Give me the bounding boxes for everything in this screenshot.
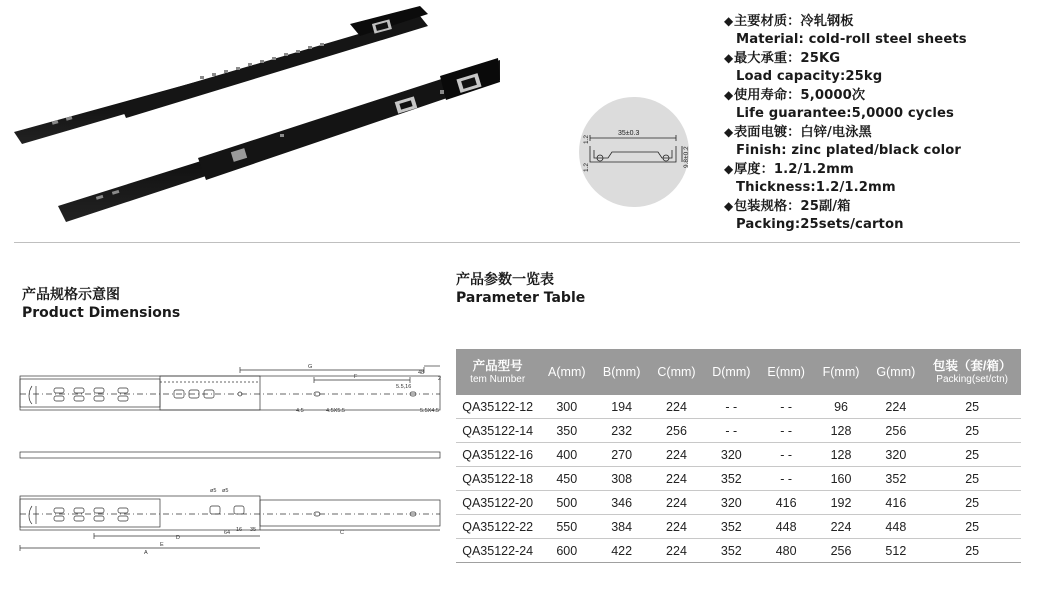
cell-b: 346 xyxy=(594,491,649,515)
cell-c: 224 xyxy=(649,539,704,563)
label-dia-5: ø5 xyxy=(210,488,217,494)
cell-model: QA35122-24 xyxy=(456,539,539,563)
cell-packing: 25 xyxy=(923,443,1021,467)
cell-g: 352 xyxy=(868,467,923,491)
profile-left-label-top: 1.2 xyxy=(583,134,590,144)
cell-c: 224 xyxy=(649,515,704,539)
spec-label-en: Packing:25sets/carton xyxy=(736,217,904,232)
spec-label-cn: 主要材质：冷轧钢板 xyxy=(734,14,854,29)
cell-a: 500 xyxy=(539,491,594,515)
cell-model: QA35122-18 xyxy=(456,467,539,491)
cell-b: 270 xyxy=(594,443,649,467)
cell-model: QA35122-16 xyxy=(456,443,539,467)
profile-height-label: 9.8±0.2 xyxy=(683,146,690,168)
cell-b: 422 xyxy=(594,539,649,563)
label-35: 35 xyxy=(250,527,257,533)
cell-packing: 25 xyxy=(923,395,1021,419)
label-2: 2 xyxy=(438,376,442,382)
label-dia-5b: ø5 xyxy=(222,488,229,494)
drawing-extended-labels xyxy=(144,488,344,556)
col-header-sub: tem Number xyxy=(470,373,526,385)
spec-label-en: Load capacity:25kg xyxy=(736,69,883,84)
drawing-closed-labels xyxy=(296,364,441,414)
cell-a: 550 xyxy=(539,515,594,539)
cell-e: - - xyxy=(759,419,814,443)
cell-g: 320 xyxy=(868,443,923,467)
cell-d: - - xyxy=(704,395,759,419)
table-row xyxy=(456,395,1021,419)
drawing-extended xyxy=(20,496,440,551)
col-header-d: D(mm) xyxy=(704,349,759,395)
cell-packing: 25 xyxy=(923,491,1021,515)
cell-e: - - xyxy=(759,467,814,491)
label-16: 16 xyxy=(236,527,243,533)
cell-d: 320 xyxy=(704,491,759,515)
cell-packing: 25 xyxy=(923,467,1021,491)
cell-a: 350 xyxy=(539,419,594,443)
table-title-cn: 产品参数一览表 xyxy=(456,272,554,288)
label-64: 64 xyxy=(224,530,231,536)
cell-b: 194 xyxy=(594,395,649,419)
col-header-e: E(mm) xyxy=(759,349,814,395)
spec-label-en: Thickness:1.2/1.2mm xyxy=(736,180,896,195)
col-header-c: C(mm) xyxy=(649,349,704,395)
cell-a: 450 xyxy=(539,467,594,491)
table-header-row xyxy=(456,349,1021,395)
cell-g: 512 xyxy=(868,539,923,563)
cell-c: 224 xyxy=(649,467,704,491)
label-e: E xyxy=(160,542,164,548)
cell-f: 256 xyxy=(814,539,869,563)
dimensions-title-cn: 产品规格示意图 xyxy=(22,287,120,303)
col-header-g: G(mm) xyxy=(868,349,923,395)
label-4-5x5-5: 4.5X5.5 xyxy=(326,408,345,414)
label-5-5x4-5: 5.5X4.5 xyxy=(420,408,439,414)
table-row xyxy=(456,491,1021,515)
cell-model: QA35122-20 xyxy=(456,491,539,515)
cell-b: 384 xyxy=(594,515,649,539)
parameter-table xyxy=(456,349,1021,563)
bullet-icon: ◆ xyxy=(724,14,734,28)
cell-g: 448 xyxy=(868,515,923,539)
cell-f: 192 xyxy=(814,491,869,515)
bullet-icon: ◆ xyxy=(724,162,734,176)
dimensions-heading xyxy=(22,286,180,322)
spec-label-en: Finish: zinc plated/black color xyxy=(736,143,961,158)
cell-d: 352 xyxy=(704,539,759,563)
section-divider xyxy=(14,242,1020,243)
table-heading xyxy=(456,271,585,307)
spec-life xyxy=(724,86,1034,123)
table-row xyxy=(456,419,1021,443)
label-4-5: 4.5 xyxy=(296,408,304,414)
rail-profile-diagram xyxy=(578,88,690,216)
label-c: C xyxy=(340,530,344,536)
cell-d: - - xyxy=(704,419,759,443)
label-d: D xyxy=(176,535,180,541)
spec-packing xyxy=(724,197,1034,234)
cell-d: 320 xyxy=(704,443,759,467)
cell-b: 232 xyxy=(594,419,649,443)
col-header-packing xyxy=(923,349,1021,395)
cell-packing: 25 xyxy=(923,539,1021,563)
spec-label-en: Life guarantee:5,0000 cycles xyxy=(736,106,955,121)
cell-packing: 25 xyxy=(923,419,1021,443)
table-row xyxy=(456,539,1021,563)
spec-label-cn: 厚度：1.2/1.2mm xyxy=(734,162,854,177)
table-row xyxy=(456,515,1021,539)
cell-c: 224 xyxy=(649,443,704,467)
cell-g: 416 xyxy=(868,491,923,515)
col-header-a: A(mm) xyxy=(539,349,594,395)
spec-list xyxy=(724,12,1034,234)
bullet-icon: ◆ xyxy=(724,125,734,139)
col-header-b: B(mm) xyxy=(594,349,649,395)
table-title-en: Parameter Table xyxy=(456,290,586,306)
cell-model: QA35122-12 xyxy=(456,395,539,419)
dimensions-title-en: Product Dimensions xyxy=(22,305,181,321)
spec-material xyxy=(724,12,1034,49)
cell-model: QA35122-14 xyxy=(456,419,539,443)
spec-thickness xyxy=(724,160,1034,197)
cell-a: 400 xyxy=(539,443,594,467)
label-a: A xyxy=(144,550,148,556)
spec-label-cn: 最大承重：25KG xyxy=(734,51,841,66)
spec-label-cn: 使用寿命：5,0000次 xyxy=(734,88,866,103)
cell-b: 308 xyxy=(594,467,649,491)
product-photo xyxy=(0,0,520,235)
cell-e: - - xyxy=(759,395,814,419)
cell-a: 600 xyxy=(539,539,594,563)
col-header-sub: Packing(set/ctn) xyxy=(936,373,1008,385)
cell-d: 352 xyxy=(704,467,759,491)
cell-e: 480 xyxy=(759,539,814,563)
spec-label-en: Material: cold-roll steel sheets xyxy=(736,32,967,47)
lower-rail xyxy=(58,58,500,222)
bullet-icon: ◆ xyxy=(724,199,734,213)
table-row xyxy=(456,443,1021,467)
cell-c: 224 xyxy=(649,395,704,419)
cell-f: 224 xyxy=(814,515,869,539)
cell-packing: 25 xyxy=(923,515,1021,539)
spec-finish xyxy=(724,123,1034,160)
col-header-model xyxy=(456,349,539,395)
cell-c: 224 xyxy=(649,491,704,515)
cell-a: 300 xyxy=(539,395,594,419)
spec-load xyxy=(724,49,1034,86)
profile-width-label: 35±0.3 xyxy=(618,130,640,137)
cell-g: 256 xyxy=(868,419,923,443)
cell-e: 416 xyxy=(759,491,814,515)
cell-g: 224 xyxy=(868,395,923,419)
col-header-f: F(mm) xyxy=(814,349,869,395)
profile-left-label-bottom: 1.2 xyxy=(583,162,590,172)
bullet-icon: ◆ xyxy=(724,88,734,102)
label-5-5-16: 5.5,16 xyxy=(396,384,412,390)
col-header-label: 产品型号 xyxy=(472,358,523,373)
bullet-icon: ◆ xyxy=(724,51,734,65)
cell-f: 128 xyxy=(814,419,869,443)
drawing-rail xyxy=(20,452,440,458)
label-48: 48 xyxy=(418,370,425,376)
spec-label-cn: 表面电镀：白锌/电泳黑 xyxy=(734,125,872,140)
col-header-label: 包装（套/箱） xyxy=(932,358,1012,373)
cell-f: 128 xyxy=(814,443,869,467)
cell-d: 352 xyxy=(704,515,759,539)
cell-c: 256 xyxy=(649,419,704,443)
cell-e: 448 xyxy=(759,515,814,539)
cell-model: QA35122-22 xyxy=(456,515,539,539)
table-row xyxy=(456,467,1021,491)
spec-label-cn: 包装规格：25副/箱 xyxy=(734,199,851,214)
drawing-closed xyxy=(20,366,440,410)
label-f: F xyxy=(354,374,358,380)
cell-f: 96 xyxy=(814,395,869,419)
label-g: G xyxy=(308,364,313,370)
cell-f: 160 xyxy=(814,467,869,491)
cell-e: - - xyxy=(759,443,814,467)
dimension-drawings xyxy=(14,356,444,556)
